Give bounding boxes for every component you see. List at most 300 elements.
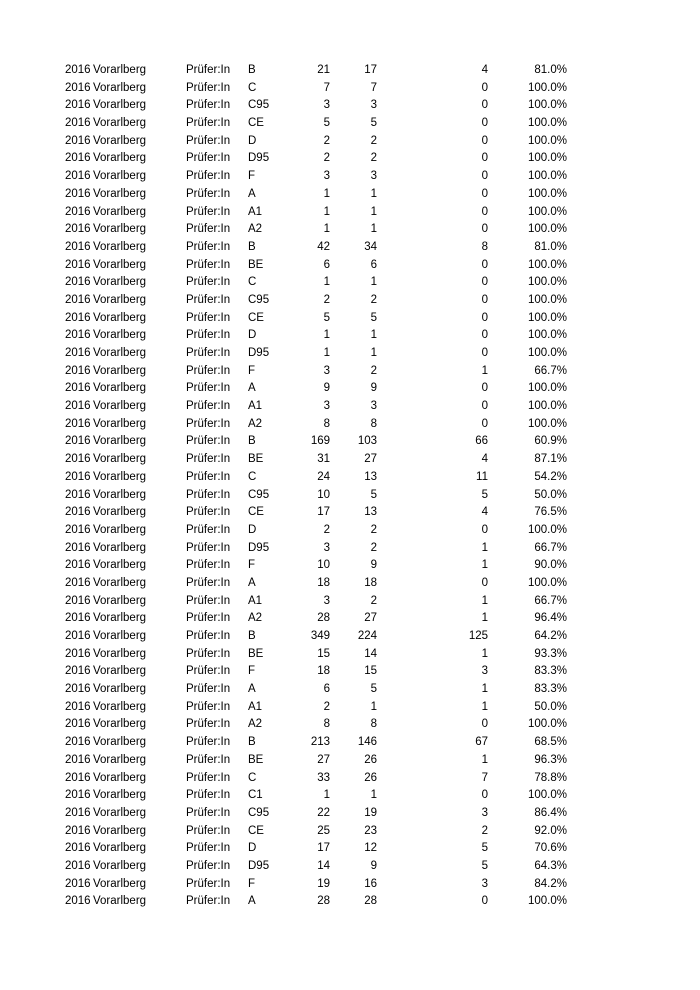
passed-count-cell: 8 <box>370 718 377 731</box>
passed-count-cell: 5 <box>370 683 377 696</box>
examiner-role-cell: Prüfer:In <box>186 187 231 200</box>
year-cell: 2016 <box>65 134 91 147</box>
region-cell: Vorarlberg <box>93 612 147 625</box>
year-cell: 2016 <box>65 311 91 324</box>
licence-class-cell: D95 <box>248 541 270 554</box>
licence-class-cell: B <box>248 435 256 448</box>
examiner-role-cell: Prüfer:In <box>186 417 231 430</box>
table-row <box>65 610 700 628</box>
passed-count-cell: 1 <box>370 789 377 802</box>
table-row <box>65 451 700 469</box>
total-count-cell: 8 <box>323 718 330 731</box>
passed-count-cell: 2 <box>370 293 377 306</box>
examiner-role-cell: Prüfer:In <box>186 541 231 554</box>
passed-count-cell: 17 <box>364 64 377 76</box>
region-cell: Vorarlberg <box>93 576 147 589</box>
region-cell: Vorarlberg <box>93 64 147 76</box>
examiner-role-cell: Prüfer:In <box>186 470 231 483</box>
year-cell: 2016 <box>65 576 91 589</box>
region-cell: Vorarlberg <box>93 859 147 872</box>
total-count-cell: 2 <box>323 523 330 536</box>
pass-rate-cell: 100.0% <box>527 523 567 536</box>
region-cell: Vorarlberg <box>93 753 147 766</box>
year-cell: 2016 <box>65 700 91 713</box>
year-cell: 2016 <box>65 612 91 625</box>
region-cell: Vorarlberg <box>93 806 147 819</box>
table-row <box>65 752 700 770</box>
region-cell: Vorarlberg <box>93 258 147 271</box>
passed-count-cell: 34 <box>364 240 377 253</box>
pass-rate-cell: 54.2% <box>534 470 567 483</box>
region-cell: Vorarlberg <box>93 683 147 696</box>
region-cell: Vorarlberg <box>93 470 147 483</box>
pass-rate-cell: 100.0% <box>527 311 567 324</box>
failed-count-cell: 0 <box>481 347 488 359</box>
licence-class-cell: F <box>248 364 256 377</box>
examiner-role-cell: Prüfer:In <box>186 700 231 713</box>
year-cell: 2016 <box>65 842 91 855</box>
pass-rate-cell: 66.7% <box>534 594 567 607</box>
examiner-role-cell: Prüfer:In <box>186 293 231 306</box>
table-row <box>65 433 700 451</box>
total-count-cell: 5 <box>323 311 330 324</box>
passed-count-cell: 26 <box>364 753 377 766</box>
licence-class-cell: CE <box>248 506 264 519</box>
year-cell: 2016 <box>65 382 91 395</box>
failed-count-cell: 66 <box>475 435 488 448</box>
passed-count-cell: 1 <box>370 700 377 713</box>
total-count-cell: 7 <box>323 81 330 94</box>
region-cell: Vorarlberg <box>93 647 147 660</box>
passed-count-cell: 9 <box>370 382 377 395</box>
pass-rate-cell: 100.0% <box>527 187 567 200</box>
failed-count-cell: 0 <box>481 205 488 218</box>
region-cell: Vorarlberg <box>93 718 147 731</box>
table-row <box>65 239 700 257</box>
total-count-cell: 22 <box>317 806 330 819</box>
region-cell: Vorarlberg <box>93 700 147 713</box>
total-count-cell: 6 <box>323 258 330 271</box>
licence-class-cell: B <box>248 736 256 749</box>
licence-class-cell: C <box>248 276 257 289</box>
year-cell: 2016 <box>65 152 91 165</box>
failed-count-cell: 5 <box>481 488 488 501</box>
licence-class-cell: C1 <box>248 789 263 802</box>
examiner-role-cell: Prüfer:In <box>186 806 231 819</box>
table-row <box>65 398 700 416</box>
passed-count-cell: 19 <box>364 806 377 819</box>
examiner-role-cell: Prüfer:In <box>186 382 231 395</box>
region-cell: Vorarlberg <box>93 81 147 94</box>
table-row <box>65 204 700 222</box>
total-count-cell: 3 <box>323 99 330 112</box>
failed-count-cell: 8 <box>481 240 488 253</box>
pass-rate-cell: 100.0% <box>527 417 567 430</box>
total-count-cell: 1 <box>323 347 330 359</box>
total-count-cell: 9 <box>323 382 330 395</box>
region-cell: Vorarlberg <box>93 382 147 395</box>
passed-count-cell: 2 <box>370 541 377 554</box>
examiner-role-cell: Prüfer:In <box>186 223 231 236</box>
total-count-cell: 33 <box>317 771 330 784</box>
pass-rate-cell: 78.8% <box>534 771 567 784</box>
pass-rate-cell: 87.1% <box>534 453 567 466</box>
year-cell: 2016 <box>65 541 91 554</box>
total-count-cell: 2 <box>323 152 330 165</box>
pass-rate-cell: 100.0% <box>527 170 567 183</box>
examiner-role-cell: Prüfer:In <box>186 311 231 324</box>
year-cell: 2016 <box>65 64 91 76</box>
total-count-cell: 17 <box>317 506 330 519</box>
failed-count-cell: 0 <box>481 170 488 183</box>
licence-class-cell: BE <box>248 647 264 660</box>
failed-count-cell: 0 <box>481 152 488 165</box>
year-cell: 2016 <box>65 753 91 766</box>
total-count-cell: 14 <box>317 859 330 872</box>
region-cell: Vorarlberg <box>93 205 147 218</box>
licence-class-cell: F <box>248 170 256 183</box>
table-row <box>65 133 700 151</box>
passed-count-cell: 1 <box>370 205 377 218</box>
failed-count-cell: 0 <box>481 223 488 236</box>
table-row <box>65 593 700 611</box>
total-count-cell: 3 <box>323 541 330 554</box>
total-count-cell: 19 <box>317 877 330 890</box>
year-cell: 2016 <box>65 187 91 200</box>
total-count-cell: 2 <box>323 700 330 713</box>
table-row <box>65 770 700 788</box>
examiner-role-cell: Prüfer:In <box>186 683 231 696</box>
year-cell: 2016 <box>65 877 91 890</box>
examiner-role-cell: Prüfer:In <box>186 576 231 589</box>
failed-count-cell: 0 <box>481 81 488 94</box>
region-cell: Vorarlberg <box>93 630 147 642</box>
region-cell: Vorarlberg <box>93 117 147 130</box>
examiner-role-cell: Prüfer:In <box>186 877 231 890</box>
pass-rate-cell: 100.0% <box>527 223 567 236</box>
passed-count-cell: 26 <box>364 771 377 784</box>
year-cell: 2016 <box>65 276 91 289</box>
passed-count-cell: 9 <box>370 859 377 872</box>
pass-rate-cell: 64.2% <box>534 630 567 642</box>
failed-count-cell: 3 <box>481 665 488 678</box>
pass-rate-cell: 100.0% <box>527 134 567 147</box>
year-cell: 2016 <box>65 347 91 359</box>
total-count-cell: 31 <box>317 453 330 466</box>
exam-results-table <box>65 62 700 911</box>
table-row <box>65 504 700 522</box>
total-count-cell: 24 <box>317 470 330 483</box>
region-cell: Vorarlberg <box>93 842 147 855</box>
total-count-cell: 3 <box>323 400 330 413</box>
region-cell: Vorarlberg <box>93 895 147 908</box>
passed-count-cell: 224 <box>357 630 377 642</box>
year-cell: 2016 <box>65 293 91 306</box>
licence-class-cell: A <box>248 895 256 908</box>
examiner-role-cell: Prüfer:In <box>186 736 231 749</box>
table-row <box>65 310 700 328</box>
examiner-role-cell: Prüfer:In <box>186 594 231 607</box>
year-cell: 2016 <box>65 364 91 377</box>
passed-count-cell: 146 <box>357 736 377 749</box>
examiner-role-cell: Prüfer:In <box>186 824 231 837</box>
failed-count-cell: 67 <box>475 736 488 749</box>
licence-class-cell: B <box>248 240 256 253</box>
licence-class-cell: A <box>248 187 256 200</box>
pass-rate-cell: 81.0% <box>534 64 567 76</box>
licence-class-cell: C95 <box>248 488 270 501</box>
year-cell: 2016 <box>65 824 91 837</box>
examiner-role-cell: Prüfer:In <box>186 170 231 183</box>
passed-count-cell: 18 <box>364 576 377 589</box>
licence-class-cell: A <box>248 382 256 395</box>
table-row <box>65 893 700 911</box>
total-count-cell: 3 <box>323 364 330 377</box>
table-row <box>65 97 700 115</box>
examiner-role-cell: Prüfer:In <box>186 647 231 660</box>
passed-count-cell: 13 <box>364 470 377 483</box>
table-row <box>65 628 700 646</box>
table-row <box>65 823 700 841</box>
year-cell: 2016 <box>65 789 91 802</box>
licence-class-cell: D95 <box>248 347 270 359</box>
region-cell: Vorarlberg <box>93 559 147 572</box>
table-row <box>65 734 700 752</box>
region-cell: Vorarlberg <box>93 665 147 678</box>
pass-rate-cell: 92.0% <box>534 824 567 837</box>
licence-class-cell: B <box>248 630 256 642</box>
table-row <box>65 292 700 310</box>
year-cell: 2016 <box>65 117 91 130</box>
examiner-role-cell: Prüfer:In <box>186 400 231 413</box>
licence-class-cell: C <box>248 81 257 94</box>
pass-rate-cell: 86.4% <box>534 806 567 819</box>
pass-rate-cell: 76.5% <box>534 506 567 519</box>
passed-count-cell: 2 <box>370 523 377 536</box>
examiner-role-cell: Prüfer:In <box>186 630 231 642</box>
failed-count-cell: 0 <box>481 789 488 802</box>
pass-rate-cell: 70.6% <box>534 842 567 855</box>
region-cell: Vorarlberg <box>93 506 147 519</box>
region-cell: Vorarlberg <box>93 789 147 802</box>
year-cell: 2016 <box>65 329 91 342</box>
passed-count-cell: 7 <box>370 81 377 94</box>
licence-class-cell: A1 <box>248 205 263 218</box>
year-cell: 2016 <box>65 488 91 501</box>
table-row <box>65 646 700 664</box>
year-cell: 2016 <box>65 559 91 572</box>
table-row <box>65 168 700 186</box>
total-count-cell: 2 <box>323 293 330 306</box>
table-row <box>65 540 700 558</box>
failed-count-cell: 0 <box>481 718 488 731</box>
examiner-role-cell: Prüfer:In <box>186 559 231 572</box>
pass-rate-cell: 100.0% <box>527 718 567 731</box>
licence-class-cell: A <box>248 576 256 589</box>
pass-rate-cell: 81.0% <box>534 240 567 253</box>
pass-rate-cell: 100.0% <box>527 400 567 413</box>
pass-rate-cell: 100.0% <box>527 789 567 802</box>
failed-count-cell: 4 <box>481 64 488 76</box>
total-count-cell: 1 <box>323 187 330 200</box>
region-cell: Vorarlberg <box>93 771 147 784</box>
failed-count-cell: 11 <box>476 470 488 483</box>
passed-count-cell: 103 <box>357 435 377 448</box>
passed-count-cell: 8 <box>370 417 377 430</box>
failed-count-cell: 1 <box>481 612 488 625</box>
pass-rate-cell: 60.9% <box>534 435 567 448</box>
table-row <box>65 80 700 98</box>
table-row <box>65 876 700 894</box>
pass-rate-cell: 84.2% <box>534 877 567 890</box>
examiner-role-cell: Prüfer:In <box>186 240 231 253</box>
failed-count-cell: 3 <box>481 806 488 819</box>
year-cell: 2016 <box>65 170 91 183</box>
passed-count-cell: 28 <box>364 895 377 908</box>
licence-class-cell: D <box>248 523 257 536</box>
region-cell: Vorarlberg <box>93 223 147 236</box>
licence-class-cell: C <box>248 771 257 784</box>
passed-count-cell: 16 <box>364 877 377 890</box>
failed-count-cell: 125 <box>468 630 488 642</box>
year-cell: 2016 <box>65 859 91 872</box>
table-row <box>65 416 700 434</box>
pass-rate-cell: 100.0% <box>527 293 567 306</box>
examiner-role-cell: Prüfer:In <box>186 134 231 147</box>
year-cell: 2016 <box>65 81 91 94</box>
total-count-cell: 25 <box>317 824 330 837</box>
table-row <box>65 699 700 717</box>
table-row <box>65 840 700 858</box>
passed-count-cell: 3 <box>370 170 377 183</box>
pass-rate-cell: 100.0% <box>527 117 567 130</box>
passed-count-cell: 12 <box>364 842 377 855</box>
region-cell: Vorarlberg <box>93 736 147 749</box>
examiner-role-cell: Prüfer:In <box>186 789 231 802</box>
year-cell: 2016 <box>65 470 91 483</box>
examiner-role-cell: Prüfer:In <box>186 435 231 448</box>
failed-count-cell: 7 <box>481 771 488 784</box>
licence-class-cell: F <box>248 559 256 572</box>
region-cell: Vorarlberg <box>93 240 147 253</box>
licence-class-cell: A1 <box>248 594 263 607</box>
failed-count-cell: 0 <box>481 117 488 130</box>
table-row <box>65 557 700 575</box>
total-count-cell: 18 <box>317 576 330 589</box>
passed-count-cell: 13 <box>364 506 377 519</box>
region-cell: Vorarlberg <box>93 488 147 501</box>
year-cell: 2016 <box>65 205 91 218</box>
licence-class-cell: C95 <box>248 293 270 306</box>
passed-count-cell: 2 <box>370 152 377 165</box>
pass-rate-cell: 100.0% <box>527 258 567 271</box>
licence-class-cell: F <box>248 665 256 678</box>
table-row <box>65 274 700 292</box>
total-count-cell: 15 <box>317 647 330 660</box>
failed-count-cell: 0 <box>481 258 488 271</box>
failed-count-cell: 4 <box>481 453 488 466</box>
pass-rate-cell: 100.0% <box>527 99 567 112</box>
examiner-role-cell: Prüfer:In <box>186 665 231 678</box>
failed-count-cell: 0 <box>481 895 488 908</box>
examiner-role-cell: Prüfer:In <box>186 753 231 766</box>
passed-count-cell: 3 <box>370 400 377 413</box>
pass-rate-cell: 100.0% <box>527 329 567 342</box>
pass-rate-cell: 100.0% <box>527 382 567 395</box>
licence-class-cell: A2 <box>248 718 263 731</box>
year-cell: 2016 <box>65 223 91 236</box>
examiner-role-cell: Prüfer:In <box>186 453 231 466</box>
pass-rate-cell: 100.0% <box>527 81 567 94</box>
failed-count-cell: 5 <box>481 842 488 855</box>
table-row <box>65 62 700 80</box>
year-cell: 2016 <box>65 806 91 819</box>
passed-count-cell: 5 <box>370 117 377 130</box>
region-cell: Vorarlberg <box>93 329 147 342</box>
failed-count-cell: 0 <box>481 417 488 430</box>
total-count-cell: 10 <box>317 559 330 572</box>
passed-count-cell: 1 <box>370 347 377 359</box>
region-cell: Vorarlberg <box>93 877 147 890</box>
pass-rate-cell: 50.0% <box>534 488 567 501</box>
total-count-cell: 5 <box>323 117 330 130</box>
pass-rate-cell: 96.4% <box>534 612 567 625</box>
pass-rate-cell: 64.3% <box>534 859 567 872</box>
table-row <box>65 115 700 133</box>
passed-count-cell: 6 <box>370 258 377 271</box>
pass-rate-cell: 100.0% <box>527 576 567 589</box>
failed-count-cell: 0 <box>481 293 488 306</box>
table-row <box>65 469 700 487</box>
pass-rate-cell: 96.3% <box>534 753 567 766</box>
pass-rate-cell: 93.3% <box>534 647 567 660</box>
failed-count-cell: 1 <box>481 753 488 766</box>
year-cell: 2016 <box>65 736 91 749</box>
pass-rate-cell: 50.0% <box>534 700 567 713</box>
region-cell: Vorarlberg <box>93 435 147 448</box>
passed-count-cell: 15 <box>364 665 377 678</box>
examiner-role-cell: Prüfer:In <box>186 364 231 377</box>
region-cell: Vorarlberg <box>93 293 147 306</box>
licence-class-cell: D <box>248 842 257 855</box>
year-cell: 2016 <box>65 895 91 908</box>
year-cell: 2016 <box>65 435 91 448</box>
total-count-cell: 28 <box>317 895 330 908</box>
examiner-role-cell: Prüfer:In <box>186 488 231 501</box>
failed-count-cell: 0 <box>481 134 488 147</box>
passed-count-cell: 14 <box>364 647 377 660</box>
total-count-cell: 1 <box>323 789 330 802</box>
licence-class-cell: A <box>248 683 256 696</box>
passed-count-cell: 27 <box>364 453 377 466</box>
passed-count-cell: 1 <box>370 223 377 236</box>
licence-class-cell: D <box>248 134 257 147</box>
licence-class-cell: B <box>248 64 256 76</box>
failed-count-cell: 0 <box>481 311 488 324</box>
pass-rate-cell: 100.0% <box>527 205 567 218</box>
total-count-cell: 6 <box>323 683 330 696</box>
total-count-cell: 3 <box>323 170 330 183</box>
table-row <box>65 345 700 363</box>
pass-rate-cell: 100.0% <box>527 276 567 289</box>
examiner-role-cell: Prüfer:In <box>186 895 231 908</box>
total-count-cell: 3 <box>323 594 330 607</box>
year-cell: 2016 <box>65 417 91 430</box>
year-cell: 2016 <box>65 400 91 413</box>
passed-count-cell: 1 <box>370 329 377 342</box>
region-cell: Vorarlberg <box>93 541 147 554</box>
failed-count-cell: 1 <box>481 364 488 377</box>
